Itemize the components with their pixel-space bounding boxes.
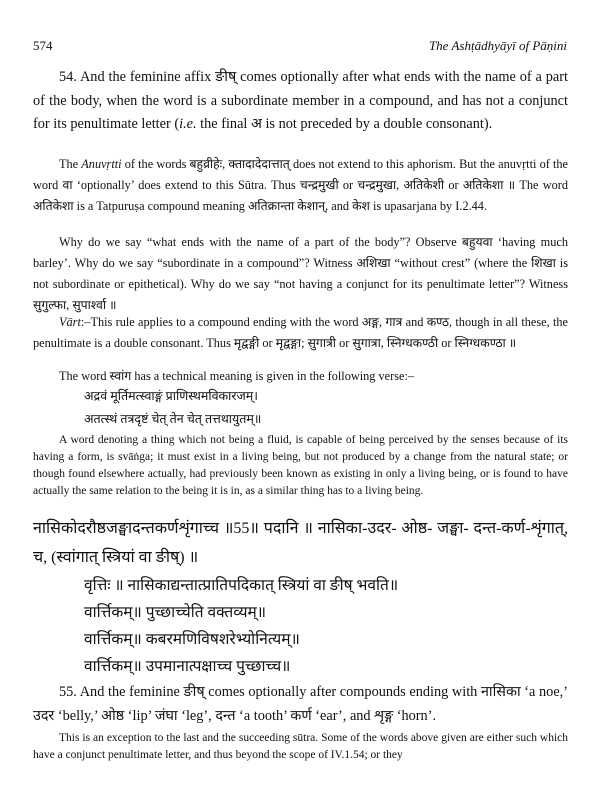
vartika-label: Vārt [59,315,81,329]
verse-line-1: अद्रवं मूर्तिमत्स्वाङ्गं प्राणिस्थमविकारजम्। [84,389,258,403]
vartika-paragraph [33,312,568,354]
why-paragraph: Why do we say “what ends with the name of a part of the body”? Observe बहुयवा ‘having much barley’. Why do we say “subordinate in a compound”? Witness अशिखा “without crest” (where the शिखा is not subordinate or epithetical). Why do we say “not having a conjunct for its penultimate letter”? Witness सुगुल्फा, सुपार्श्वा ॥ [33,235,568,312]
page-number: 574 [33,38,53,53]
vrtti-line: वृत्तिः ॥ नासिकाद्यन्तात्प्रातिपदिकात् स्त्रियां वा ङीष् भवति॥ [84,577,399,594]
vartika-text: :–This rule applies to a compound ending with the word अङ्ग, गात्र and कण्ठ, though in all these, the penultimate is a double consonant. Thus मृद्वङ्गी or मृद्वङ्गा; सुगात्री or सुगात्रा, स्निग्धकण्ठी or स्निग्धकण्ठा ॥ [33,315,568,350]
anuvrtti-paragraph [33,154,568,217]
running-title: The Ashṭādhyāyī of Pāṇini [428,38,567,53]
paragraph-54 [33,66,568,137]
sutra-55: नासिकोदरौष्ठजङ्घादन्तकर्णशृंगाच्च ॥55॥ पदानि ॥ नासिका-उदर- ओष्ठ- जङ्घा- दन्त-कर्ण-शृंगात्, च, (स्वांगात् स्त्रियां वा ङीष्) ॥ [33,520,568,566]
vartika-line-2: वार्त्तिकम्॥ कबरमणिविषशरेभ्योनित्यम्॥ [84,631,300,648]
paragraph-54-text-a: 54. And the feminine affix ङीष् comes optionally after what ends with the name of a part of the body, when the word is a subordinate member in a compound, and has not a conjunct for its penultimate letter ( [33,69,568,132]
anuvrtti-term: Anuvṛtti [81,157,122,171]
paragraph-54-ie: i.e. [179,116,197,132]
vartika-line-3: वार्त्तिकम्॥ उपमानात्पक्षाच्च पुच्छाच्च॥ [84,658,291,675]
verse-line-2: अतत्स्थं तत्रदृष्टं चेत् तेन चेत् तत्तथायुतम्॥ [84,412,262,426]
svanga-intro: The word स्वांग has a technical meaning is given in the following verse:– [59,369,415,383]
svanga-definition: A word denoting a thing which not being a fluid, is capable of being perceived by the senses because of its having a form, is svāṅga; it must exist in a living being, but not produced by a change from the natural state; or though found elsewhere actually, had previously been known as existing in only a living being, or is found to have actually the same relation to the being it is in, as a similar thing has to a living being. [33,434,568,497]
paragraph-55: 55. And the feminine ङीष् comes optionally after compounds ending with नासिका ‘a noe,’ उदर ‘belly,’ ओष्ठ ‘lip’ जंघा ‘leg’, दन्त ‘a tooth’ कर्ण ‘ear’, and शृङ्ग ‘horn’. [33,684,568,724]
anuvrtti-text-a: The [59,157,82,171]
exception-paragraph: This is an exception to the last and the succeeding sūtra. Some of the words above given are either such which have a conjunct penultimate letter, and thus beyond the scope of IV.1.54; or they [33,732,568,761]
anuvrtti-text-b: of the words बहुव्रीहेः, क्तादादेदात्तात् does not extend to this aphorism. But the anuvṛtti of the word वा ‘optionally’ does extend to this Sūtra. Thus चन्द्रमुखी or चन्द्रमुखा, अतिकेशी or अतिकेशा ॥ The word अतिकेशा is a Tatpuruṣa compound meaning अतिक्रान्ता केशान्, and केश is upasarjana by I.2.44. [33,157,568,213]
paragraph-54-text-b: the final अ is not preceded by a double consonant). [196,116,493,132]
vartika-line-1: वार्त्तिकम्॥ पुच्छाच्चेति वक्तव्यम्॥ [84,604,267,621]
